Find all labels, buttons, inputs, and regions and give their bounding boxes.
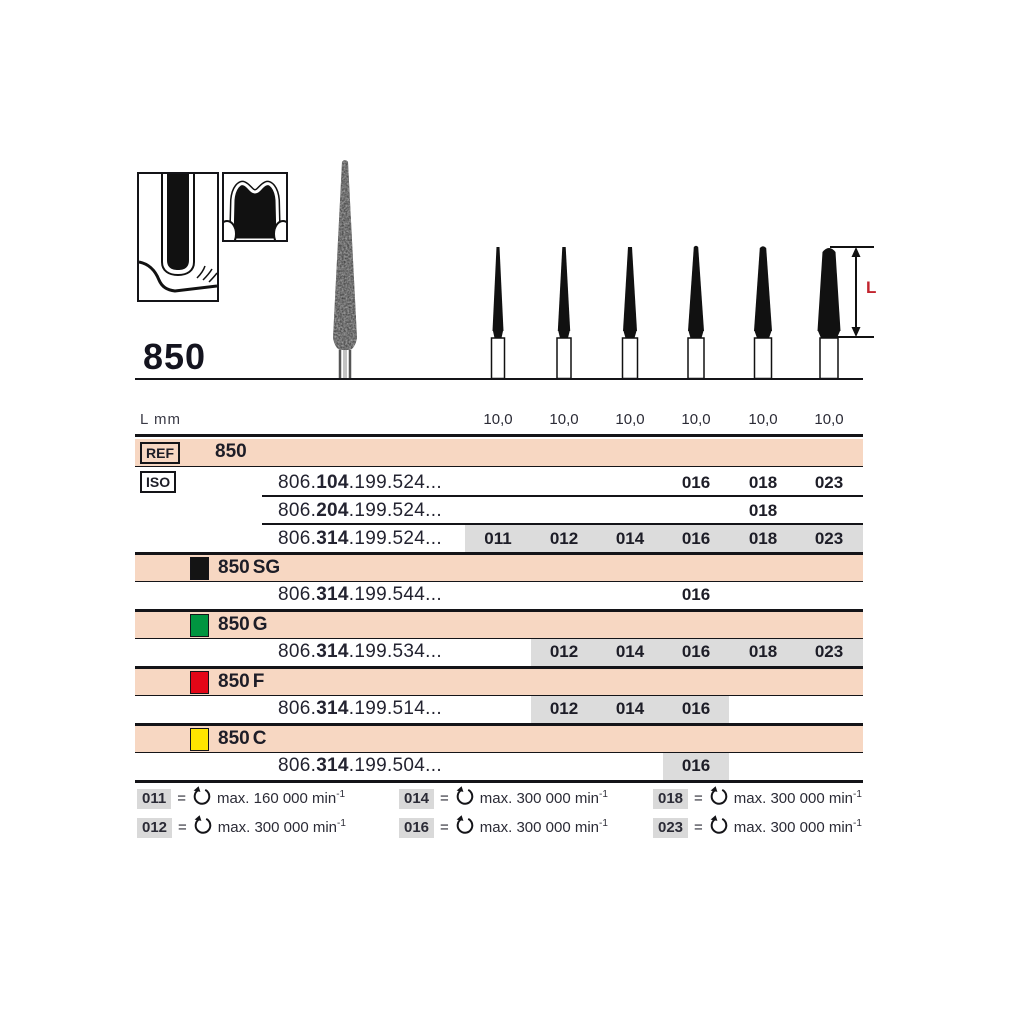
variant-label: 850 C xyxy=(218,728,267,749)
size-cell: 018 xyxy=(748,473,778,492)
col-header: 10,0 xyxy=(483,411,513,428)
iso-code: 806.314.199.544... xyxy=(278,584,442,605)
size-cell: 016 xyxy=(681,756,711,775)
size-cell: 023 xyxy=(814,529,844,548)
rotation-speed-icon xyxy=(454,815,475,836)
size-chip: 011 xyxy=(137,789,171,809)
legend-item: 011 = max. 160 000 $\min^{-1}$ xyxy=(137,786,345,809)
size-chip: 014 xyxy=(399,789,434,809)
bur-figure-014 xyxy=(615,245,645,385)
col-header: 10,0 xyxy=(615,411,645,428)
size-cell: 016 xyxy=(681,473,711,492)
grit-color-swatch xyxy=(190,671,209,694)
col-header: 10,0 xyxy=(681,411,711,428)
size-cell: 018 xyxy=(748,642,778,661)
size-chip: 018 xyxy=(653,789,688,809)
legend-item: 016 = max. 300 000 $\min^{-1}$ xyxy=(399,815,608,838)
col-header: 10,0 xyxy=(549,411,579,428)
l-dimension-marker xyxy=(826,240,888,345)
molar-icon xyxy=(222,172,288,242)
size-cell: 012 xyxy=(549,529,579,548)
iso-chip: ISO xyxy=(140,471,176,493)
size-cell: 014 xyxy=(615,642,645,661)
grit-color-swatch xyxy=(190,728,209,751)
crown-prep-icon xyxy=(137,172,219,302)
ref-value: 850 xyxy=(215,441,247,462)
size-chip: 023 xyxy=(653,818,688,838)
divider xyxy=(262,495,863,497)
bur-figure-018 xyxy=(748,245,778,385)
bur-figure-011 xyxy=(483,245,513,385)
bur-figure-016 xyxy=(681,245,711,385)
col-header: 10,0 xyxy=(748,411,778,428)
bur-figure-012 xyxy=(549,245,579,385)
iso-code: 806.204.199.524... xyxy=(278,500,442,521)
size-cell: 014 xyxy=(615,529,645,548)
iso-code: 806.314.199.504... xyxy=(278,755,442,776)
grit-color-swatch xyxy=(190,557,209,580)
rotation-speed-icon xyxy=(192,815,213,836)
product-photo-bur xyxy=(315,158,375,380)
legend-item: 012 = max. 300 000 $\min^{-1}$ xyxy=(137,815,346,838)
iso-code: 806.104.199.524... xyxy=(278,472,442,493)
divider xyxy=(135,752,863,753)
iso-code: 806.314.199.514... xyxy=(278,698,442,719)
divider xyxy=(135,695,863,696)
legend-item: 014 = max. 300 000 $\min^{-1}$ xyxy=(399,786,608,809)
rotation-speed-icon xyxy=(708,786,729,807)
col-header: 10,0 xyxy=(814,411,844,428)
divider xyxy=(135,466,863,467)
size-cell: 016 xyxy=(681,642,711,661)
size-cell: 012 xyxy=(549,699,579,718)
size-cell: 014 xyxy=(615,699,645,718)
legend-item: 018 = max. 300 000 $\min^{-1}$ xyxy=(653,786,862,809)
page-title: 850 xyxy=(143,336,207,377)
divider xyxy=(135,581,863,582)
grit-color-swatch xyxy=(190,614,209,637)
rotation-speed-icon xyxy=(454,786,475,807)
size-cell: 016 xyxy=(681,529,711,548)
size-cell: 012 xyxy=(549,642,579,661)
figure-baseline xyxy=(135,378,863,380)
iso-code: 806.314.199.534... xyxy=(278,641,442,662)
size-chip: 012 xyxy=(137,818,172,838)
variant-label: 850 SG xyxy=(218,557,281,578)
size-cell: 023 xyxy=(814,473,844,492)
iso-code: 806.314.199.524... xyxy=(278,528,442,549)
size-cell: 016 xyxy=(681,585,711,604)
size-cell: 018 xyxy=(748,529,778,548)
divider xyxy=(135,780,863,783)
size-cell: 016 xyxy=(681,699,711,718)
size-cell: 018 xyxy=(748,501,778,520)
variant-label: 850 F xyxy=(218,671,265,692)
variant-label: 850 G xyxy=(218,614,268,635)
size-cell: 023 xyxy=(814,642,844,661)
divider xyxy=(135,434,863,437)
ref-chip: REF xyxy=(140,442,180,464)
size-chip: 016 xyxy=(399,818,434,838)
l-dimension-label: L xyxy=(866,278,877,297)
rotation-speed-icon xyxy=(191,786,212,807)
rotation-speed-icon xyxy=(708,815,729,836)
l-mm-label: L mm xyxy=(140,411,181,428)
size-cell: 011 xyxy=(484,529,512,548)
legend-item: 023 = max. 300 000 $\min^{-1}$ xyxy=(653,815,862,838)
